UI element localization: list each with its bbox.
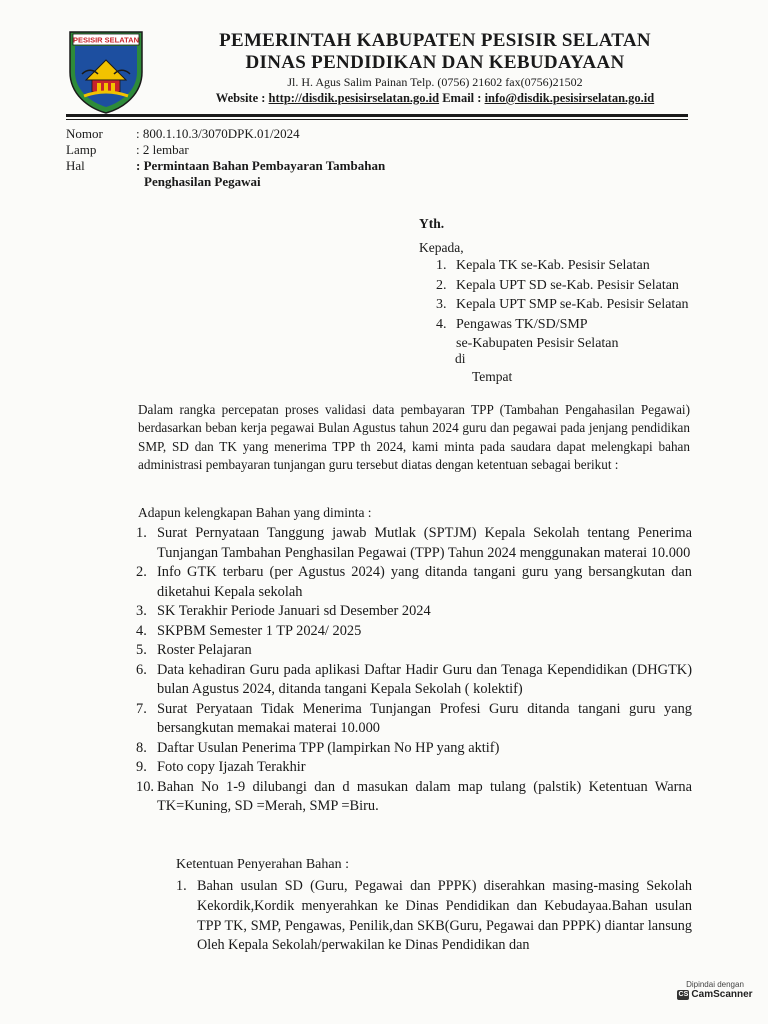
email-link[interactable]: info@disdik.pesisirselatan.go.id [484, 91, 655, 105]
lamp-label: Lamp [66, 142, 97, 157]
recipient-item: 2. Kepala UPT SD se-Kab. Pesisir Selatan [436, 277, 679, 293]
hal-value-line2: Penghasilan Pegawai [144, 174, 261, 189]
agency-title: DINAS PENDIDIKAN DAN KEBUDAYAAN [245, 52, 625, 73]
requirement-item: 2. Info GTK terbaru (per Agustus 2024) yang ditanda tangani guru yang bersangkutan dan diketahui Kepala sekolah [136, 564, 692, 600]
kepada-label: Kepada, [419, 240, 464, 255]
camscanner-watermark [672, 980, 758, 1000]
body-paragraph: Dalam rangka percepatan proses validasi data pembayaran TPP (Tambahan Pengahasilan Pegawai) berdasarkan beban kerja pegawai Bulan Agustus tahun 2024 guru dan pegawai pada jenjang pendidikan SMP, SD dan TK yang menerima TPP th 2024, kami minta pada saudara dapat melengkapi bahan administrasi pembayaran tunjangan guru tersebut diatas dengan ketentuan sebagai berikut : [138, 402, 690, 472]
requirement-item: 10. Bahan No 1-9 dilubangi dan d masukan dalam map tulang (palstik) Ketentuan Warna TK=Kuning, SD =Merah, SMP =Biru. [136, 778, 692, 814]
logo-text: PESISIR SELATAN [73, 35, 139, 45]
requirement-item: 6. Data kehadiran Guru pada aplikasi Daftar Hadir Guru dan Tenaga Kependidikan (DHGTK) bulan Agustus 2024, ditanda tangani Kepala Sekolah ( kolektif) [136, 661, 692, 697]
government-title: PEMERINTAH KABUPATEN PESISIR SELATAN [219, 30, 651, 51]
hal-label: Hal [66, 158, 85, 173]
hal-row [66, 158, 504, 174]
delivery-item: 1. Bahan usulan SD (Guru, Pegawai dan PPPK) diserahkan masing-masing Sekolah Kekordik,Kordik menyerahkan ke Dinas Pendidikan dan Kebudayaa.Bahan usulan TPP TK, SMP, Pengawas, Penilik,dan SKB(Guru, Pegawai dan PPPK) diantar lansung Oleh Kepala Sekolah/perwakilan ke Dinas Pendidikan dan [176, 878, 692, 954]
regency-emblem-logo [64, 28, 148, 114]
requirement-item: 4. SKPBM Semester 1 TP 2024/ 2025 [136, 622, 362, 639]
requirement-item: 9. Foto copy Ijazah Terakhir [136, 759, 306, 775]
requirement-item: 1. Surat Pernyataan Tanggung jawab Mutlak (SPTJM) Kepala Sekolah tentang Penerima Tunjangan Tambahan Penghasilan Pegawai (TPP) Tahun 2024 menggunakan materai 10.000 [136, 525, 692, 561]
requirement-item: 3. SK Terakhir Periode Januari sd Desember 2024 [136, 603, 431, 619]
scanned-with-label: Dipindai dengan [686, 980, 744, 989]
contact-line [150, 90, 720, 106]
letterhead-rule-thin [66, 119, 688, 120]
lamp-row [66, 142, 504, 158]
letterhead-rule-thick [66, 114, 688, 117]
nomor-row [66, 126, 504, 142]
agency-address: Jl. H. Agus Salim Painan Telp. (0756) 21602 fax(0756)21502 [287, 75, 583, 89]
requirement-item: 7. Surat Peryataan Tidak Menerima Tunjangan Profesi Guru ditanda tangani guru yang bersangkutan memakai materai 10.000 [136, 700, 692, 736]
delivery-title: Ketentuan Penyerahan Bahan : [176, 857, 349, 872]
website-label: Website : [215, 91, 269, 105]
nomor-label: Nomor [66, 126, 103, 141]
requirement-item: 5. Roster Pelajaran [136, 642, 252, 658]
recipient-item: 1. Kepala TK se-Kab. Pesisir Selatan [436, 258, 650, 273]
camscanner-icon: CS [678, 990, 689, 998]
salutation: Yth. [419, 216, 445, 231]
reference-block [66, 126, 504, 190]
hal-value-line1: : Permintaan Bahan Pembayaran Tambahan [136, 158, 386, 173]
recipient-item: 4. Pengawas TK/SD/SMP [436, 316, 588, 332]
requirement-item: 8. Daftar Usulan Penerima TPP (lampirkan No HP yang aktif) [136, 739, 500, 756]
recipient-list [436, 256, 689, 354]
requirements-list [136, 524, 692, 817]
lamp-value: : 2 lembar [136, 142, 189, 157]
hal-row-continued [66, 174, 504, 190]
recipient-item: 3. Kepala UPT SMP se-Kab. Pesisir Selatan [436, 297, 689, 312]
tempat-label: Tempat [472, 369, 513, 384]
email-label: Email : [439, 91, 485, 105]
camscanner-text: CamScanner [691, 989, 753, 1000]
requirements-intro: Adapun kelengkapan Bahan yang diminta : [138, 505, 372, 520]
camscanner-brand [672, 989, 758, 1000]
di-label: di [455, 351, 466, 366]
delivery-list [176, 877, 692, 956]
letterhead [150, 30, 720, 106]
nomor-value: : 800.1.10.3/3070DPK.01/2024 [136, 126, 300, 141]
recipient-item: se-Kabupaten Pesisir Selatan [456, 336, 619, 351]
website-link[interactable]: http://disdik.pesisirselatan.go.id [268, 91, 440, 105]
